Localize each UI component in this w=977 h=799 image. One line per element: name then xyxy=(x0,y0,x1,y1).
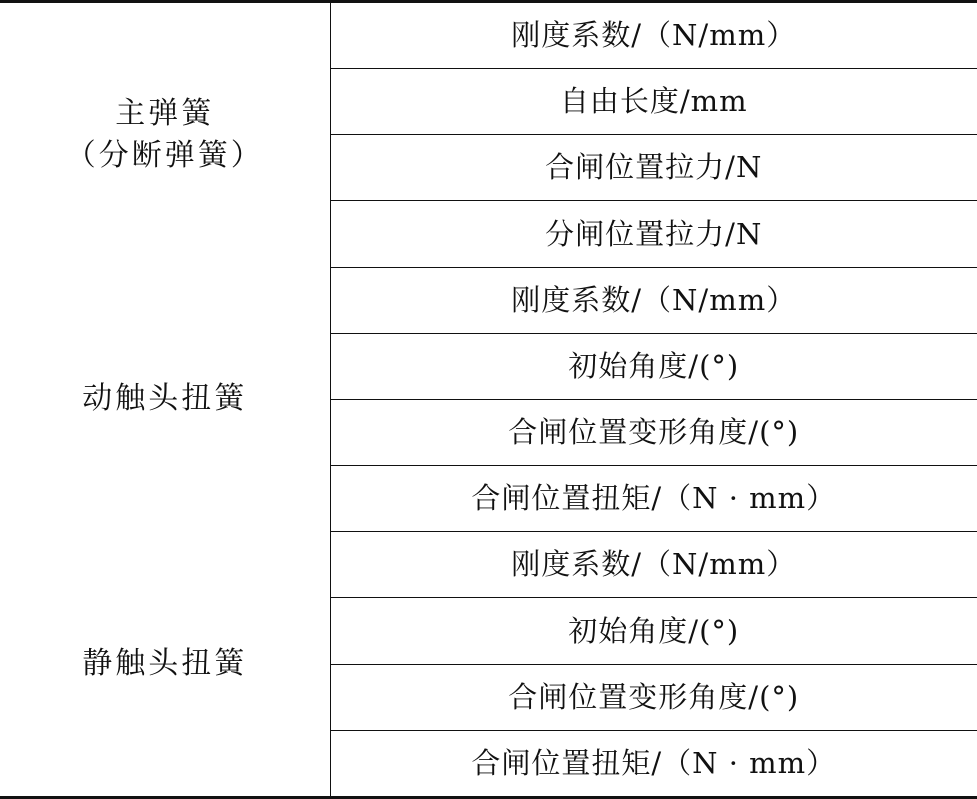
table-row xyxy=(0,2,977,69)
group-cell-main-spring xyxy=(0,2,330,268)
group-name: 静触头扭簧 xyxy=(82,645,248,681)
group-cell-static-contact-spring xyxy=(0,532,330,798)
param-cell: 刚度系数/（N/mm） xyxy=(330,267,977,333)
param-cell: 刚度系数/（N/mm） xyxy=(330,2,977,69)
param-cell: 分闸位置拉力/N xyxy=(330,201,977,267)
group-cell-moving-contact-spring xyxy=(0,267,330,532)
param-cell: 合闸位置变形角度/(°) xyxy=(330,664,977,730)
group-subname: （分断弹簧） xyxy=(65,138,264,174)
param-cell: 合闸位置变形角度/(°) xyxy=(330,399,977,465)
param-cell: 合闸位置扭矩/（N · mm） xyxy=(330,466,977,532)
param-cell: 初始角度/(°) xyxy=(330,333,977,399)
group-name: 主弹簧 xyxy=(115,96,215,132)
table-row xyxy=(0,532,977,598)
param-cell: 自由长度/mm xyxy=(330,69,977,135)
param-cell: 合闸位置扭矩/（N · mm） xyxy=(471,745,837,780)
param-cell: 合闸位置拉力/N xyxy=(330,135,977,201)
table-row xyxy=(0,267,977,333)
param-cell: 刚度系数/（N/mm） xyxy=(330,532,977,598)
param-cell: 初始角度/(°) xyxy=(330,598,977,664)
group-name: 动触头扭簧 xyxy=(82,381,248,417)
